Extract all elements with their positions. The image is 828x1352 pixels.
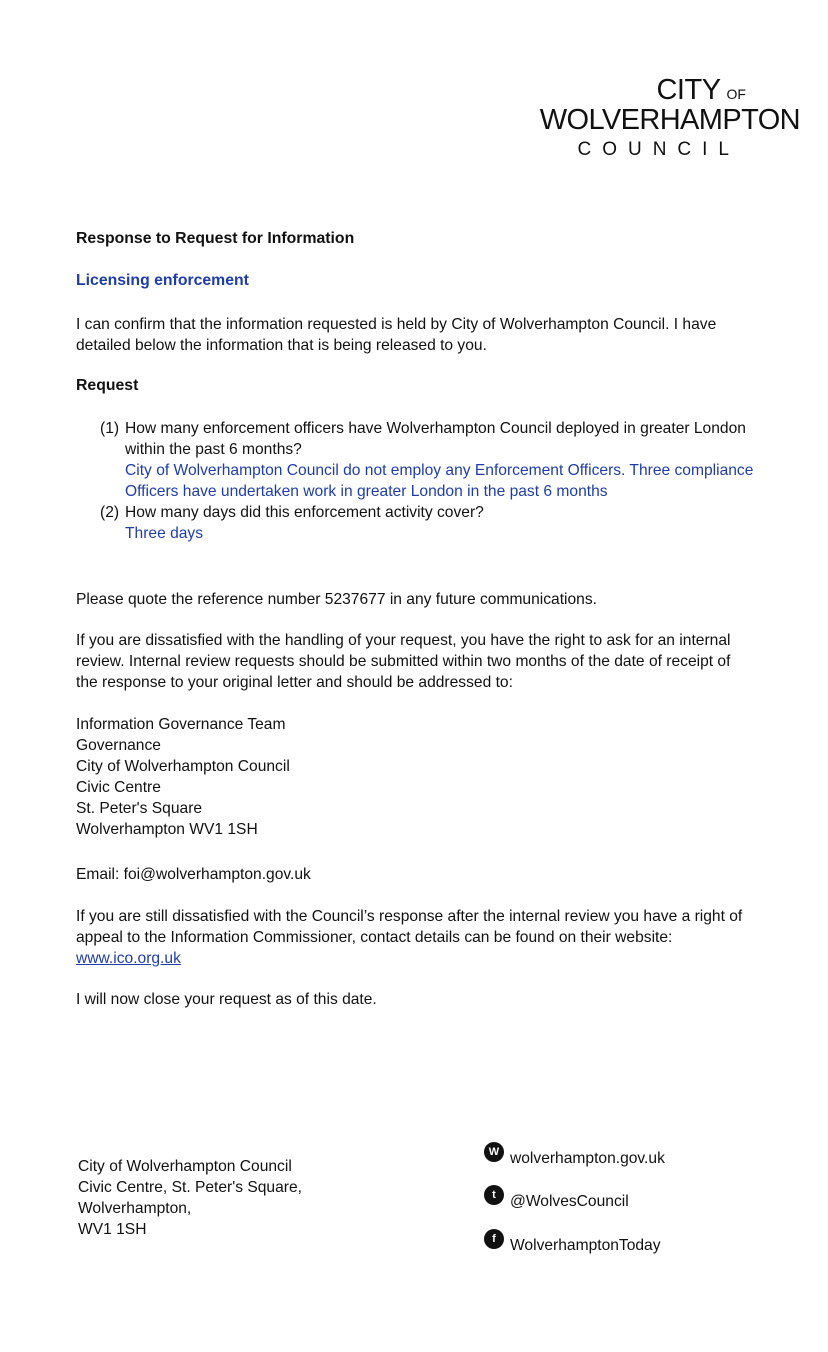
footer-twitter-text: @WolvesCouncil bbox=[510, 1193, 629, 1210]
footer-facebook-text: WolverhamptonToday bbox=[510, 1237, 661, 1254]
address-line: City of Wolverhampton Council bbox=[76, 758, 290, 775]
request-heading: Request bbox=[76, 377, 139, 394]
request-number: (2) bbox=[100, 504, 120, 521]
request-answer: Three days bbox=[125, 525, 204, 542]
request-question: How many enforcement officers have Wolverhampton Council deployed in greater London within the past 6 months? bbox=[125, 420, 746, 458]
logo-line-council: COUNCIL bbox=[577, 139, 740, 160]
footer-website-text: wolverhampton.gov.uk bbox=[510, 1150, 665, 1167]
closing-line: I will now close your request as of this date. bbox=[76, 991, 377, 1008]
address-line: St. Peter's Square bbox=[76, 800, 203, 817]
appeal-paragraph bbox=[76, 906, 756, 969]
request-list bbox=[100, 418, 760, 544]
address-line: Wolverhampton WV1 1SH bbox=[76, 821, 258, 838]
ico-website-link[interactable]: www.ico.org.uk bbox=[76, 950, 181, 967]
request-item bbox=[100, 502, 760, 544]
logo-line-of: OF bbox=[726, 86, 746, 102]
footer-line: City of Wolverhampton Council bbox=[78, 1158, 292, 1175]
address-block bbox=[76, 714, 476, 840]
footer-address bbox=[78, 1156, 438, 1240]
address-line: Governance bbox=[76, 737, 161, 754]
reference-paragraph: Please quote the reference number 5237677 in any future communications. bbox=[76, 591, 597, 608]
logo-line-wolverhampton: WOLVERHAMPTON bbox=[539, 104, 800, 136]
intro-paragraph: I can confirm that the information requested is held by City of Wolverhampton Council. I have detailed below the information that is being released to you. bbox=[76, 316, 717, 354]
footer-line: Civic Centre, St. Peter's Square, bbox=[78, 1179, 302, 1196]
review-paragraph: If you are dissatisfied with the handling of your request, you have the right to ask for an internal review. Internal review requests should be submitted within two months of the date of receipt of the response to your original letter and should be addressed to: bbox=[76, 632, 731, 691]
subject-heading: Licensing enforcement bbox=[76, 272, 249, 289]
request-answer: City of Wolverhampton Council do not employ any Enforcement Officers. Three compliance Officers have undertaken work in greater London in the past 6 months bbox=[125, 462, 754, 500]
council-logo bbox=[520, 74, 800, 166]
footer-twitter[interactable] bbox=[484, 1185, 804, 1213]
footer-facebook[interactable] bbox=[484, 1229, 804, 1257]
request-item bbox=[100, 418, 760, 502]
page-title: Response to Request for Information bbox=[76, 230, 355, 247]
logo-line-city: CITY bbox=[656, 74, 721, 106]
request-question: How many days did this enforcement activity cover? bbox=[125, 504, 484, 521]
footer-website[interactable] bbox=[484, 1142, 804, 1170]
address-line: Information Governance Team bbox=[76, 716, 286, 733]
footer-line: WV1 1SH bbox=[78, 1221, 147, 1238]
email-line: Email: foi@wolverhampton.gov.uk bbox=[76, 866, 311, 883]
appeal-text: If you are still dissatisfied with the Council’s response after the internal review you have a right of appeal to the Information Commissioner, contact details can be found on their website: bbox=[76, 908, 743, 946]
footer-line: Wolverhampton, bbox=[78, 1200, 192, 1217]
twitter-icon: t bbox=[484, 1185, 504, 1205]
request-number: (1) bbox=[100, 420, 120, 437]
facebook-icon: f bbox=[484, 1229, 504, 1249]
address-line: Civic Centre bbox=[76, 779, 161, 796]
website-icon: W bbox=[484, 1142, 504, 1162]
